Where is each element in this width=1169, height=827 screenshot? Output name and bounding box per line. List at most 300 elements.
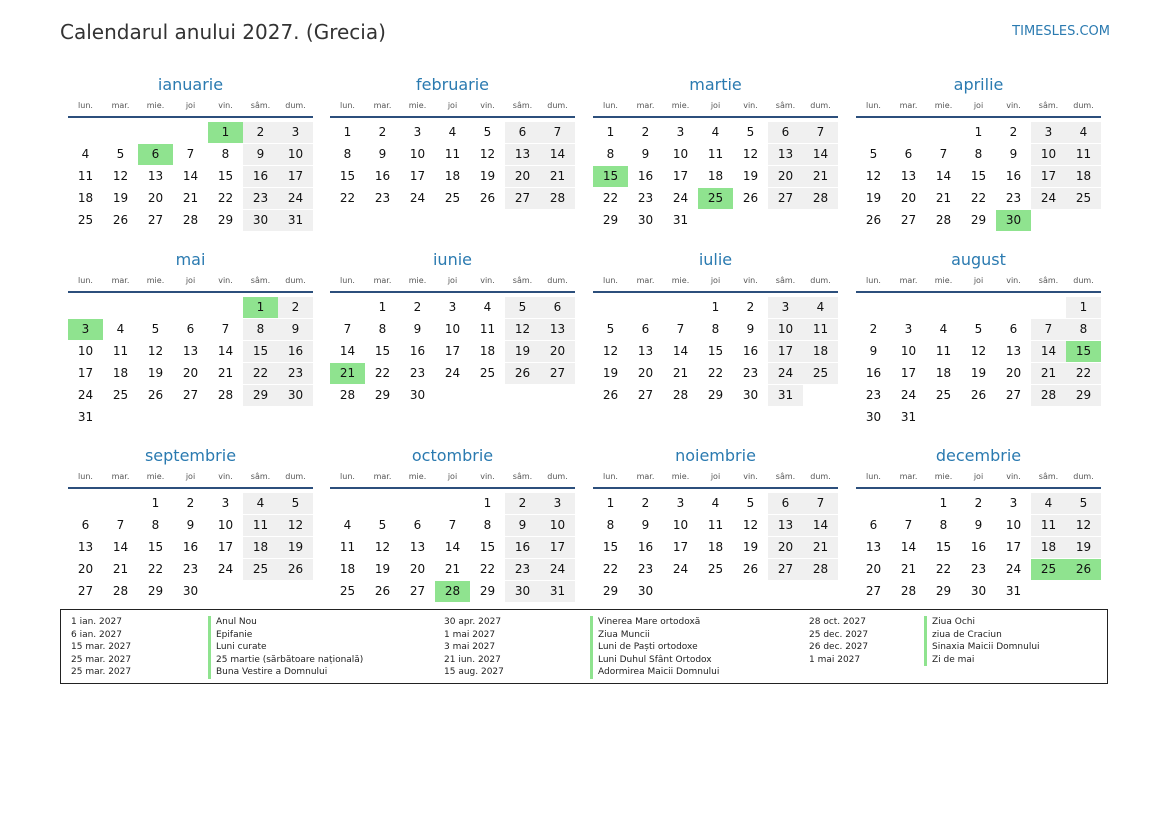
day-cell: 9	[641, 518, 650, 532]
day-cell: 13	[505, 144, 540, 165]
day-cell: 13	[409, 540, 426, 554]
empty-cell	[400, 493, 435, 514]
weekday-label: mar.	[373, 472, 392, 481]
day-cell: 30	[409, 388, 426, 402]
empty-cell	[68, 493, 103, 514]
holiday-day: 15	[593, 166, 628, 187]
day-cell: 26	[865, 213, 882, 227]
day-cell: 9	[186, 518, 195, 532]
day-cell: 20	[900, 191, 917, 205]
day-cell: 5	[151, 322, 160, 336]
day-cell: 23	[637, 562, 654, 576]
day-cell: 24	[900, 388, 917, 402]
weekday-label: vin.	[218, 276, 233, 285]
day-cell: 5	[606, 322, 615, 336]
weekday-label: sâm.	[1038, 472, 1059, 481]
weekday-header	[593, 100, 838, 118]
weekday-header	[593, 471, 838, 489]
day-cell: 3	[278, 122, 313, 143]
day-cell: 15	[243, 341, 278, 362]
day-cell: 30	[637, 584, 654, 598]
day-cell: 24	[444, 366, 461, 380]
day-cell: 7	[116, 518, 125, 532]
day-cell: 11	[112, 344, 129, 358]
day-cell: 16	[182, 540, 199, 554]
day-cell: 4	[343, 518, 352, 532]
weekday-label: mar.	[111, 101, 130, 110]
day-cell: 22	[935, 562, 952, 576]
day-cell: 29	[217, 213, 234, 227]
day-cell: 22	[339, 191, 356, 205]
empty-cell	[103, 297, 138, 318]
day-cell: 16	[970, 540, 987, 554]
day-cell: 14	[217, 344, 234, 358]
weekday-label: mar.	[373, 276, 392, 285]
day-cell: 25	[1066, 188, 1101, 209]
day-cell: 16	[278, 341, 313, 362]
day-cell: 14	[444, 540, 461, 554]
day-cell: 7	[676, 322, 685, 336]
day-cell: 6	[505, 122, 540, 143]
weekday-label: lun.	[866, 276, 881, 285]
day-cell: 16	[374, 169, 391, 183]
day-cell: 23	[278, 363, 313, 384]
day-cell: 14	[935, 169, 952, 183]
day-cell: 23	[1005, 191, 1022, 205]
day-cell: 17	[768, 341, 803, 362]
day-cell: 11	[1066, 144, 1101, 165]
holiday-day: 1	[243, 297, 278, 318]
day-cell: 7	[540, 122, 575, 143]
day-cell: 18	[339, 562, 356, 576]
day-cell: 19	[602, 366, 619, 380]
weekday-label: joi	[710, 101, 721, 110]
legend-holiday-name: Ziua Muncii	[590, 629, 719, 642]
day-cell: 31	[77, 410, 94, 424]
day-cell: 10	[672, 147, 689, 161]
day-cell: 31	[672, 213, 689, 227]
day-cell: 26	[479, 191, 496, 205]
day-cell: 28	[803, 559, 838, 580]
weekday-label: mar.	[636, 101, 655, 110]
weekday-label: vin.	[218, 472, 233, 481]
day-cell: 13	[1005, 344, 1022, 358]
day-cell: 16	[409, 344, 426, 358]
site-link[interactable]: TIMESLES.COM	[1012, 24, 1110, 39]
empty-cell	[891, 493, 926, 514]
weekday-label: mie.	[146, 101, 165, 110]
day-cell: 12	[865, 169, 882, 183]
weekday-label: lun.	[603, 101, 618, 110]
day-cell: 6	[768, 122, 803, 143]
day-cell: 16	[637, 169, 654, 183]
day-cell: 27	[637, 388, 654, 402]
day-cell: 29	[1066, 385, 1101, 406]
day-cell: 11	[1031, 515, 1066, 536]
day-cell: 17	[77, 366, 94, 380]
day-cell: 21	[803, 537, 838, 558]
weekday-label: dum.	[285, 276, 306, 285]
day-cell: 27	[77, 584, 94, 598]
day-cell: 16	[637, 540, 654, 554]
day-cell: 9	[869, 344, 878, 358]
day-cell: 26	[112, 213, 129, 227]
legend-holiday-name: Zi de mai	[924, 654, 1040, 667]
day-cell: 27	[768, 188, 803, 209]
weekday-label: lun.	[866, 472, 881, 481]
legend-date: 1 mai 2027	[809, 654, 861, 665]
day-cell: 11	[444, 147, 461, 161]
day-cell: 27	[865, 584, 882, 598]
day-cell: 3	[413, 125, 422, 139]
holiday-day: 6	[138, 144, 173, 165]
holiday-day: 30	[996, 210, 1031, 231]
empty-cell	[330, 493, 365, 514]
day-cell: 14	[900, 540, 917, 554]
day-cell: 30	[243, 210, 278, 231]
day-cell: 11	[707, 518, 724, 532]
day-cell: 2	[1009, 125, 1018, 139]
day-cell: 31	[1005, 584, 1022, 598]
day-cell: 18	[707, 169, 724, 183]
day-cell: 12	[278, 515, 313, 536]
weekday-label: mar.	[636, 276, 655, 285]
day-cell: 24	[1005, 562, 1022, 576]
day-cell: 19	[505, 341, 540, 362]
day-cell: 30	[278, 385, 313, 406]
day-cell: 30	[970, 584, 987, 598]
weekday-label: lun.	[78, 472, 93, 481]
empty-cell	[173, 297, 208, 318]
day-cell: 10	[77, 344, 94, 358]
day-cell: 8	[711, 322, 720, 336]
day-cell: 2	[505, 493, 540, 514]
weekday-label: dum.	[1073, 472, 1094, 481]
day-cell: 21	[935, 191, 952, 205]
day-cell: 14	[803, 144, 838, 165]
weekday-label: lun.	[78, 101, 93, 110]
month-decembrie	[856, 445, 1101, 603]
weekday-label: lun.	[340, 276, 355, 285]
day-cell: 31	[540, 581, 575, 602]
day-cell: 8	[606, 518, 615, 532]
day-cell: 26	[505, 363, 540, 384]
weekday-label: lun.	[340, 101, 355, 110]
day-cell: 4	[711, 125, 720, 139]
day-cell: 5	[505, 297, 540, 318]
weekday-label: vin.	[480, 276, 495, 285]
weekday-label: sâm.	[1038, 101, 1059, 110]
day-cell: 6	[540, 297, 575, 318]
day-cell: 18	[1031, 537, 1066, 558]
month-ianuarie	[68, 74, 313, 232]
day-cell: 9	[974, 518, 983, 532]
day-cell: 10	[768, 319, 803, 340]
day-cell: 5	[1066, 493, 1101, 514]
weekday-label: sâm.	[250, 276, 271, 285]
weekday-label: mie.	[146, 276, 165, 285]
day-cell: 10	[278, 144, 313, 165]
day-cell: 17	[1031, 166, 1066, 187]
day-cell: 3	[676, 125, 685, 139]
weekday-label: joi	[185, 472, 196, 481]
day-cell: 9	[505, 515, 540, 536]
day-cell: 19	[742, 540, 759, 554]
day-cell: 19	[374, 562, 391, 576]
day-cell: 6	[413, 518, 422, 532]
day-cell: 24	[672, 191, 689, 205]
weekday-header	[68, 100, 313, 118]
weekday-label: mie.	[408, 472, 427, 481]
day-cell: 30	[865, 410, 882, 424]
day-cell: 28	[339, 388, 356, 402]
day-cell: 20	[77, 562, 94, 576]
day-cell: 26	[374, 584, 391, 598]
day-cell: 28	[1031, 385, 1066, 406]
holiday-legend	[60, 609, 1108, 684]
legend-date: 1 ian. 2027	[71, 617, 122, 627]
legend-dates-col-2	[444, 616, 504, 679]
weekday-label: sâm.	[1038, 276, 1059, 285]
weekday-label: joi	[973, 101, 984, 110]
day-cell: 22	[602, 562, 619, 576]
day-cell: 8	[343, 147, 352, 161]
day-cell: 17	[1005, 540, 1022, 554]
day-cell: 7	[803, 493, 838, 514]
empty-cell	[330, 297, 365, 318]
day-cell: 15	[339, 169, 356, 183]
day-cell: 17	[900, 366, 917, 380]
month-octombrie	[330, 445, 575, 603]
day-cell: 12	[147, 344, 164, 358]
day-cell: 1	[1066, 297, 1101, 318]
day-cell: 13	[77, 540, 94, 554]
weekday-header	[330, 100, 575, 118]
day-cell: 9	[746, 322, 755, 336]
empty-cell	[856, 493, 891, 514]
day-cell: 2	[641, 496, 650, 510]
month-septembrie	[68, 445, 313, 603]
weekday-label: joi	[447, 472, 458, 481]
weekday-label: vin.	[743, 472, 758, 481]
day-cell: 30	[742, 388, 759, 402]
day-cell: 14	[540, 144, 575, 165]
day-cell: 27	[147, 213, 164, 227]
weekday-label: lun.	[603, 472, 618, 481]
day-cell: 19	[742, 169, 759, 183]
day-cell: 23	[637, 191, 654, 205]
day-cell: 13	[900, 169, 917, 183]
day-cell: 3	[904, 322, 913, 336]
day-cell: 25	[803, 363, 838, 384]
weekday-label: mar.	[899, 101, 918, 110]
day-cell: 8	[939, 518, 948, 532]
day-cell: 3	[768, 297, 803, 318]
day-cell: 26	[278, 559, 313, 580]
weekday-label: vin.	[1006, 101, 1021, 110]
legend-date: 26 dec. 2027	[809, 642, 869, 652]
day-cell: 20	[637, 366, 654, 380]
empty-cell	[663, 297, 698, 318]
day-cell: 28	[217, 388, 234, 402]
day-cell: 5	[278, 493, 313, 514]
day-cell: 6	[869, 518, 878, 532]
day-cell: 19	[147, 366, 164, 380]
day-cell: 4	[243, 493, 278, 514]
day-cell: 30	[182, 584, 199, 598]
weekday-label: joi	[447, 101, 458, 110]
weekday-label: dum.	[547, 101, 568, 110]
day-cell: 4	[1031, 493, 1066, 514]
empty-cell	[365, 493, 400, 514]
weekday-label: joi	[447, 276, 458, 285]
legend-holiday-name: Epifanie	[208, 629, 363, 642]
empty-cell	[593, 297, 628, 318]
day-cell: 7	[343, 322, 352, 336]
day-cell: 19	[112, 191, 129, 205]
day-cell: 7	[221, 322, 230, 336]
day-cell: 19	[278, 537, 313, 558]
legend-names-col-3	[924, 616, 1040, 666]
day-cell: 2	[278, 297, 313, 318]
day-cell: 23	[182, 562, 199, 576]
day-cell: 7	[1031, 319, 1066, 340]
day-cell: 4	[939, 322, 948, 336]
day-cell: 18	[935, 366, 952, 380]
weekday-label: vin.	[480, 101, 495, 110]
day-cell: 12	[505, 319, 540, 340]
weekday-label: sâm.	[250, 472, 271, 481]
empty-cell	[996, 297, 1031, 318]
weekday-header	[68, 275, 313, 293]
day-cell: 20	[768, 537, 803, 558]
legend-names-col-1	[208, 616, 363, 679]
day-cell: 27	[505, 188, 540, 209]
day-cell: 29	[707, 388, 724, 402]
day-cell: 21	[900, 562, 917, 576]
day-cell: 25	[77, 213, 94, 227]
day-cell: 22	[479, 562, 496, 576]
day-cell: 15	[147, 540, 164, 554]
empty-cell	[926, 297, 961, 318]
legend-holiday-name: Adormirea Maicii Domnului	[590, 666, 719, 679]
day-cell: 20	[505, 166, 540, 187]
day-cell: 22	[217, 191, 234, 205]
day-cell: 8	[974, 147, 983, 161]
day-cell: 15	[935, 540, 952, 554]
day-cell: 9	[413, 322, 422, 336]
weekday-label: mie.	[408, 276, 427, 285]
day-cell: 24	[77, 388, 94, 402]
weekday-label: dum.	[1073, 276, 1094, 285]
legend-holiday-name: Buna Vestire a Domnului	[208, 666, 363, 679]
holiday-day: 25	[1031, 559, 1066, 580]
empty-cell	[103, 122, 138, 143]
weekday-label: joi	[185, 101, 196, 110]
day-cell: 21	[803, 166, 838, 187]
month-martie	[593, 74, 838, 232]
empty-cell	[68, 297, 103, 318]
weekday-label: joi	[973, 472, 984, 481]
weekday-label: sâm.	[775, 276, 796, 285]
day-cell: 27	[409, 584, 426, 598]
day-cell: 6	[904, 147, 913, 161]
day-cell: 9	[278, 319, 313, 340]
month-august	[856, 249, 1101, 429]
month-name: ianuarie	[157, 75, 224, 94]
day-cell: 5	[746, 496, 755, 510]
day-cell: 2	[413, 300, 422, 314]
weekday-label: dum.	[547, 472, 568, 481]
day-cell: 1	[378, 300, 387, 314]
holiday-day: 15	[1066, 341, 1101, 362]
weekday-label: dum.	[810, 472, 831, 481]
day-cell: 1	[343, 125, 352, 139]
day-cell: 29	[147, 584, 164, 598]
day-cell: 5	[869, 147, 878, 161]
legend-date: 3 mai 2027	[444, 642, 496, 652]
weekday-label: sâm.	[775, 472, 796, 481]
empty-cell	[173, 122, 208, 143]
day-cell: 26	[742, 191, 759, 205]
month-aprilie	[856, 74, 1101, 232]
day-cell: 10	[1005, 518, 1022, 532]
day-cell: 12	[742, 518, 759, 532]
day-cell: 24	[278, 188, 313, 209]
day-cell: 27	[540, 363, 575, 384]
day-grid	[330, 122, 575, 210]
weekday-label: vin.	[1006, 276, 1021, 285]
day-cell: 12	[112, 169, 129, 183]
day-cell: 16	[243, 166, 278, 187]
day-cell: 9	[641, 147, 650, 161]
empty-cell	[856, 122, 891, 143]
day-cell: 10	[444, 322, 461, 336]
day-cell: 14	[803, 515, 838, 536]
day-cell: 1	[974, 125, 983, 139]
weekday-label: vin.	[480, 472, 495, 481]
day-cell: 4	[711, 496, 720, 510]
month-name: iunie	[432, 250, 472, 269]
day-cell: 18	[707, 540, 724, 554]
empty-cell	[435, 493, 470, 514]
day-cell: 8	[606, 147, 615, 161]
empty-cell	[891, 122, 926, 143]
day-cell: 2	[641, 125, 650, 139]
weekday-label: lun.	[603, 276, 618, 285]
empty-cell	[68, 122, 103, 143]
day-cell: 12	[970, 344, 987, 358]
day-cell: 26	[147, 388, 164, 402]
legend-date: 28 oct. 2027	[809, 617, 866, 627]
day-cell: 22	[374, 366, 391, 380]
weekday-label: dum.	[810, 101, 831, 110]
day-grid	[593, 122, 838, 232]
day-cell: 26	[970, 388, 987, 402]
day-grid	[68, 297, 313, 429]
day-cell: 7	[803, 122, 838, 143]
empty-cell	[208, 297, 243, 318]
day-cell: 21	[540, 166, 575, 187]
day-cell: 13	[147, 169, 164, 183]
day-cell: 24	[540, 559, 575, 580]
day-cell: 23	[505, 559, 540, 580]
day-cell: 14	[339, 344, 356, 358]
month-name: martie	[689, 75, 742, 94]
day-cell: 4	[448, 125, 457, 139]
day-cell: 12	[742, 147, 759, 161]
day-cell: 24	[409, 191, 426, 205]
